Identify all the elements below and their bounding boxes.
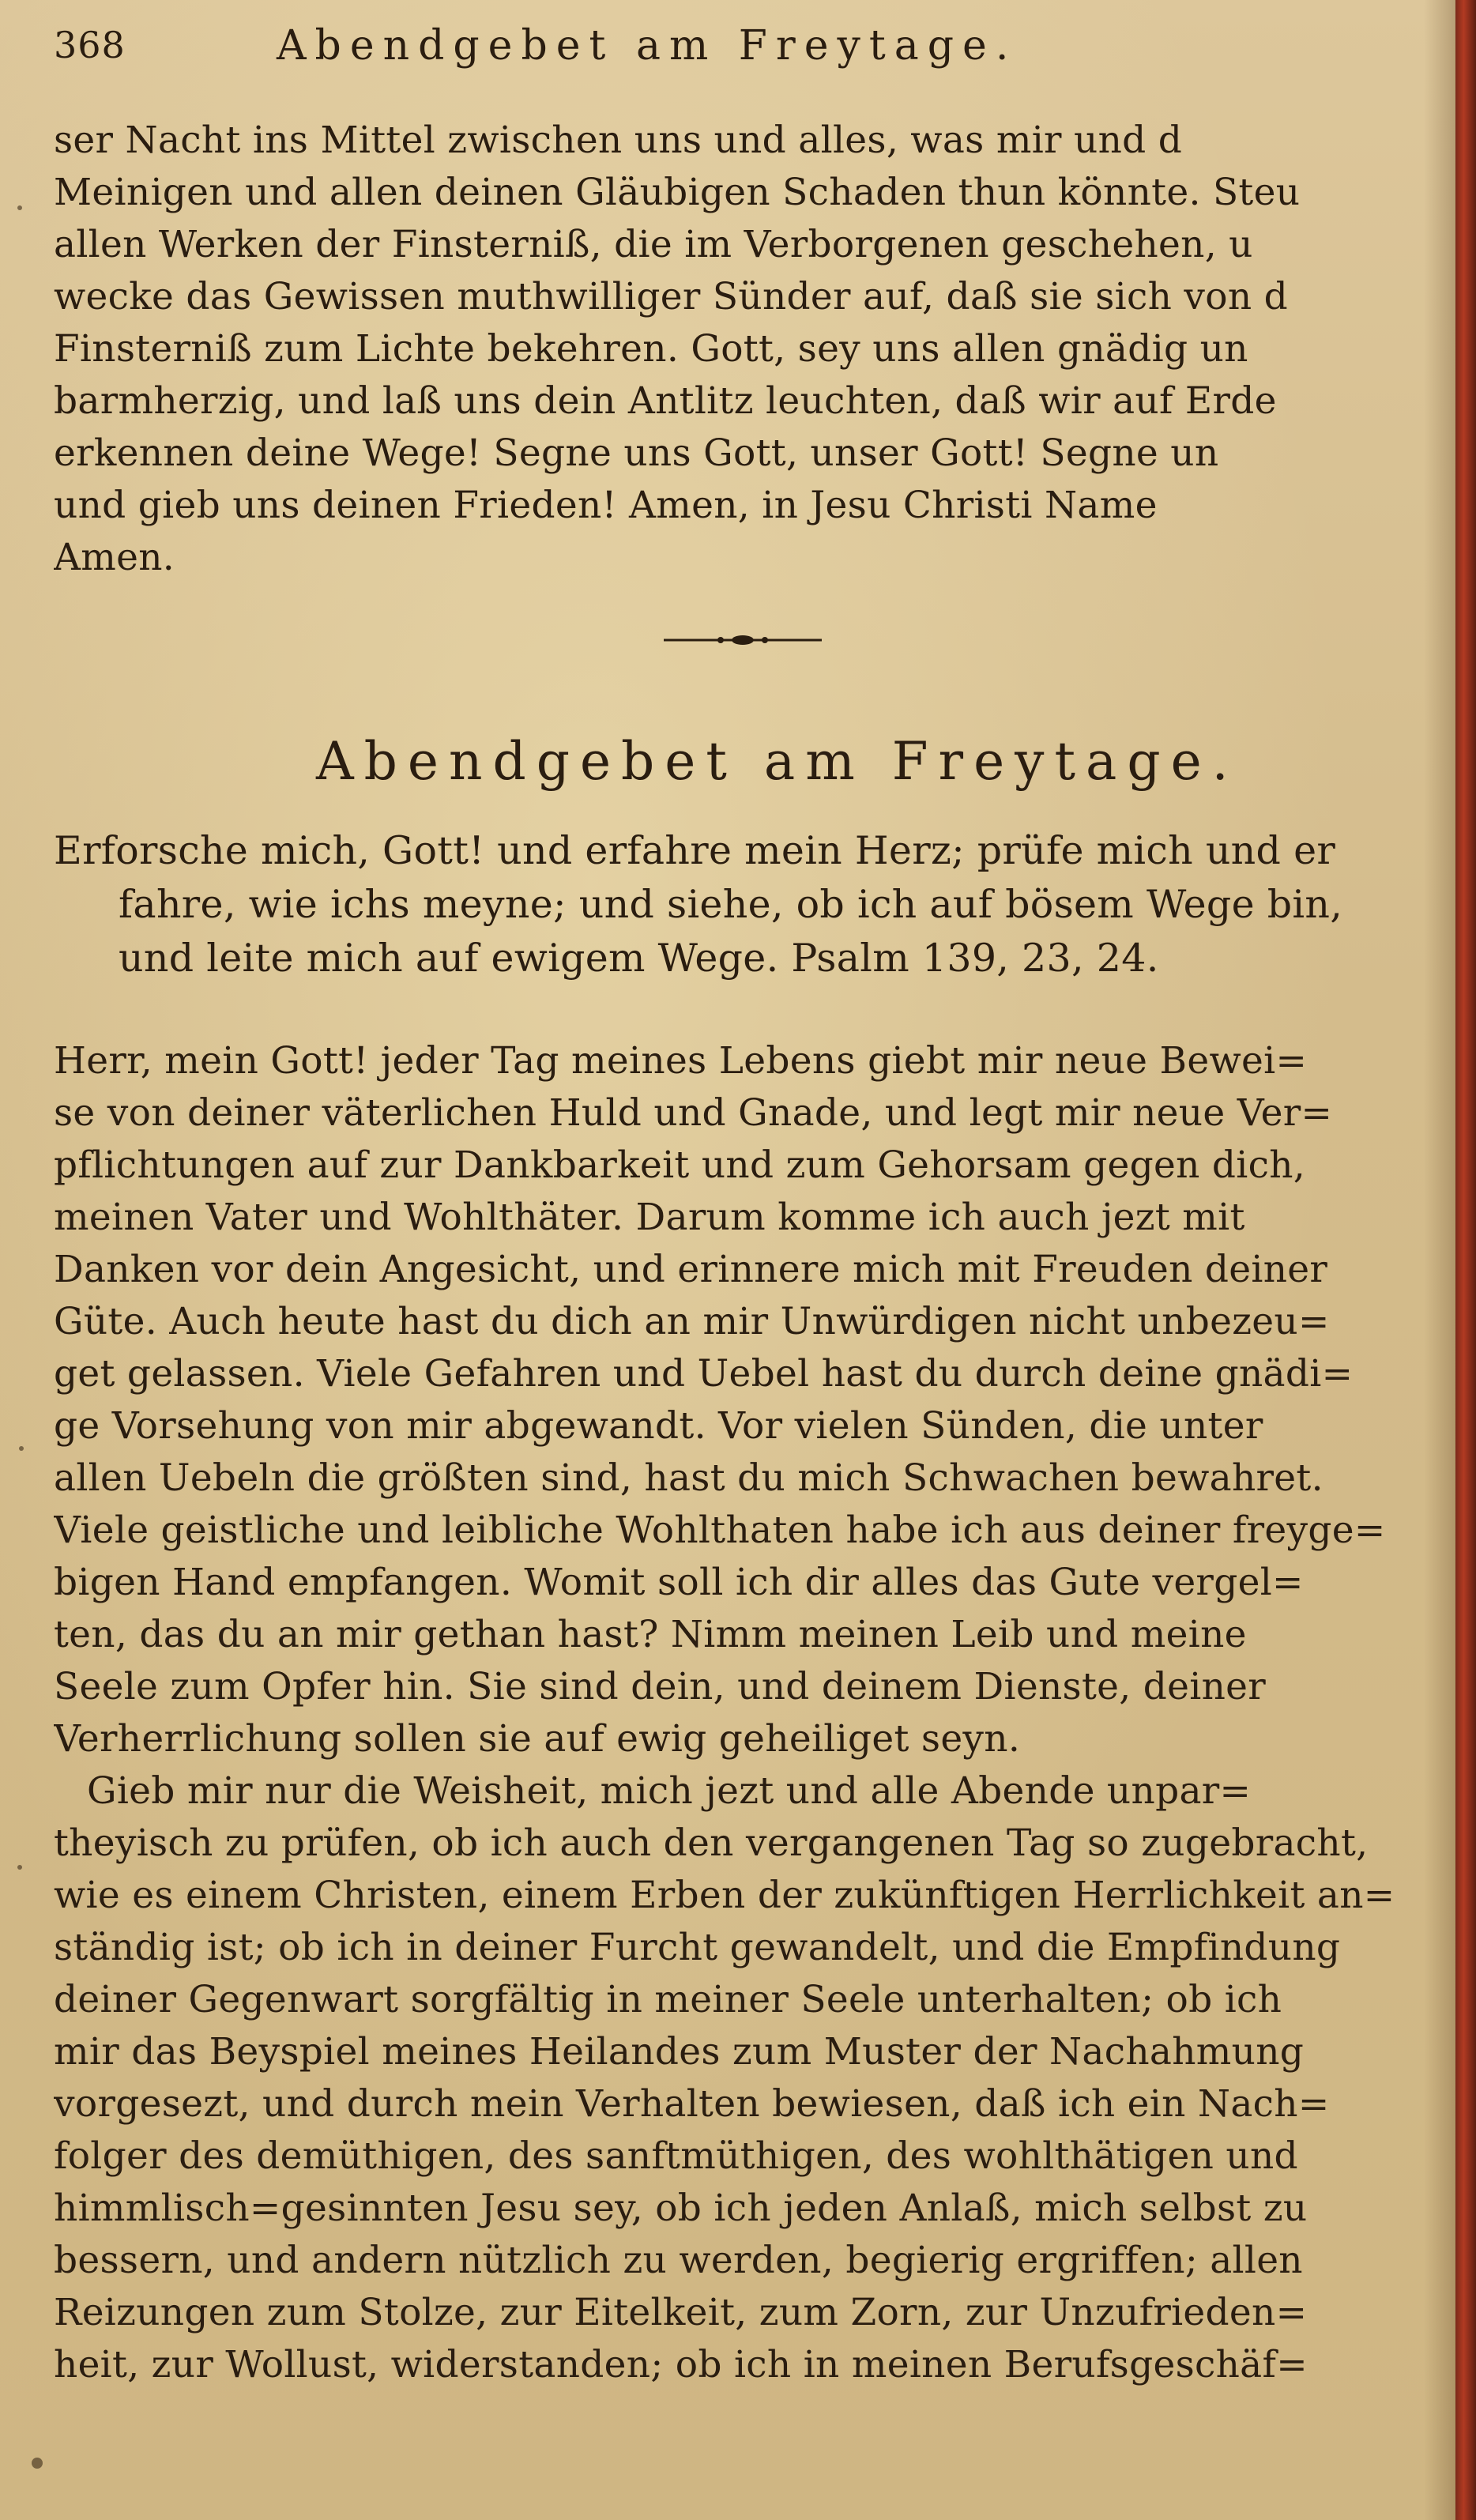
prev-prayer-line: erkennen deine Wege! Segne uns Gott, unser Gott! Segne un [54,431,1219,475]
prayer-line: mir das Beyspiel meines Heilandes zum Muster der Nachahmung [54,2030,1305,2074]
motto-line: fahre, wie ichs meyne; und siehe, ob ich auf bösem Wege bin, [119,882,1343,927]
prayer-line: Herr, mein Gott! jeder Tag meines Lebens giebt mir neue Bewei= [54,1039,1308,1083]
prayer-line: Gieb mir nur die Weisheit, mich jezt und alle Abende unpar= [87,1769,1252,1813]
prayer-line: Güte. Auch heute hast du dich an mir Unwürdigen nicht unbezeu= [54,1300,1330,1343]
prayer-line: pflichtungen auf zur Dankbarkeit und zum Gehorsam gegen dich, [54,1143,1306,1187]
ink-speck [19,1446,24,1451]
prayer-line: ge Vorsehung von mir abgewandt. Vor vielen Sünden, die unter [54,1404,1263,1448]
motto-line: Erforsche mich, Gott! und erfahre mein Herz; prüfe mich und er [54,828,1336,873]
section-title: Abendgebet am Freytage. [316,731,1239,792]
prayer-line: Verherrlichung sollen sie auf ewig geheiliget seyn. [54,1717,1021,1761]
prayer-line: Seele zum Opfer hin. Sie sind dein, und deinem Dienste, deiner [54,1665,1267,1708]
prayer-line: se von deiner väterlichen Huld und Gnade, und legt mir neue Ver= [54,1091,1333,1135]
prayer-line: folger des demüthigen, des sanftmüthigen, des wohlthätigen und [54,2134,1298,2178]
prev-prayer-line: ser Nacht ins Mittel zwischen uns und alles, was mir und d [54,119,1183,162]
prayer-line: wie es einem Christen, einem Erben der zukünftigen Herrlichkeit an= [54,1874,1395,1917]
prev-prayer-line: barmherzig, und laß uns dein Antlitz leuchten, daß wir auf Erde [54,379,1277,423]
prev-prayer-line: Amen. [54,536,175,579]
prayer-line: ten, das du an mir gethan hast? Nimm meinen Leib und meine [54,1613,1247,1656]
prayer-line: Viele geistliche und leibliche Wohlthaten habe ich aus deiner freyge= [54,1509,1386,1552]
prev-prayer-line: Meinigen und allen deinen Gläubigen Schaden thun könnte. Steu [54,171,1301,214]
ornament-divider [664,632,822,648]
prayer-line: allen Uebeln die größten sind, hast du mich Schwachen bewahret. [54,1456,1324,1500]
prayer-line: himmlisch=gesinnten Jesu sey, ob ich jeden Anlaß, mich selbst zu [54,2187,1308,2230]
prayer-line: deiner Gegenwart sorgfältig in meiner Seele unterhalten; ob ich [54,1978,1282,2021]
prayer-line: Reizungen zum Stolze, zur Eitelkeit, zum Zorn, zur Unzufrieden= [54,2291,1308,2334]
ink-speck [17,205,22,210]
motto-line: und leite mich auf ewigem Wege. Psalm 139, 23, 24. [119,936,1159,981]
prayer-line: Danken vor dein Angesicht, und erinnere mich mit Freuden deiner [54,1248,1328,1291]
running-title: Abendgebet am Freytage. [277,22,1018,70]
prayer-line: vorgesezt, und durch mein Verhalten bewiesen, daß ich ein Nach= [54,2082,1330,2126]
ink-speck [32,2458,43,2469]
prayer-line: heit, zur Wollust, widerstanden; ob ich in meinen Berufsgeschäf= [54,2343,1308,2386]
prev-prayer-line: und gieb uns deinen Frieden! Amen, in Jesu Christi Name [54,484,1158,527]
prev-prayer-line: Finsterniß zum Lichte bekehren. Gott, sey uns allen gnädig un [54,327,1248,371]
prayer-line: ständig ist; ob ich in deiner Furcht gewandelt, und die Empfindung [54,1926,1341,1969]
prev-prayer-line: wecke das Gewissen muthwilliger Sünder auf, daß sie sich von d [54,275,1289,318]
prayer-line: theyisch zu prüfen, ob ich auch den vergangenen Tag so zugebracht, [54,1821,1369,1865]
page-number: 368 [54,24,126,66]
prayer-line: bigen Hand empfangen. Womit soll ich dir alles das Gute vergel= [54,1561,1304,1604]
ink-speck [17,1865,22,1870]
prayer-line: bessern, und andern nützlich zu werden, begierig ergriffen; allen [54,2239,1303,2282]
prayer-line: get gelassen. Viele Gefahren und Uebel hast du durch deine gnädi= [54,1352,1354,1396]
prev-prayer-line: allen Werken der Finsterniß, die im Verborgenen geschehen, u [54,223,1253,266]
red-page-edge [1455,0,1476,2520]
prayer-line: meinen Vater und Wohlthäter. Darum komme ich auch jezt mit [54,1196,1245,1239]
